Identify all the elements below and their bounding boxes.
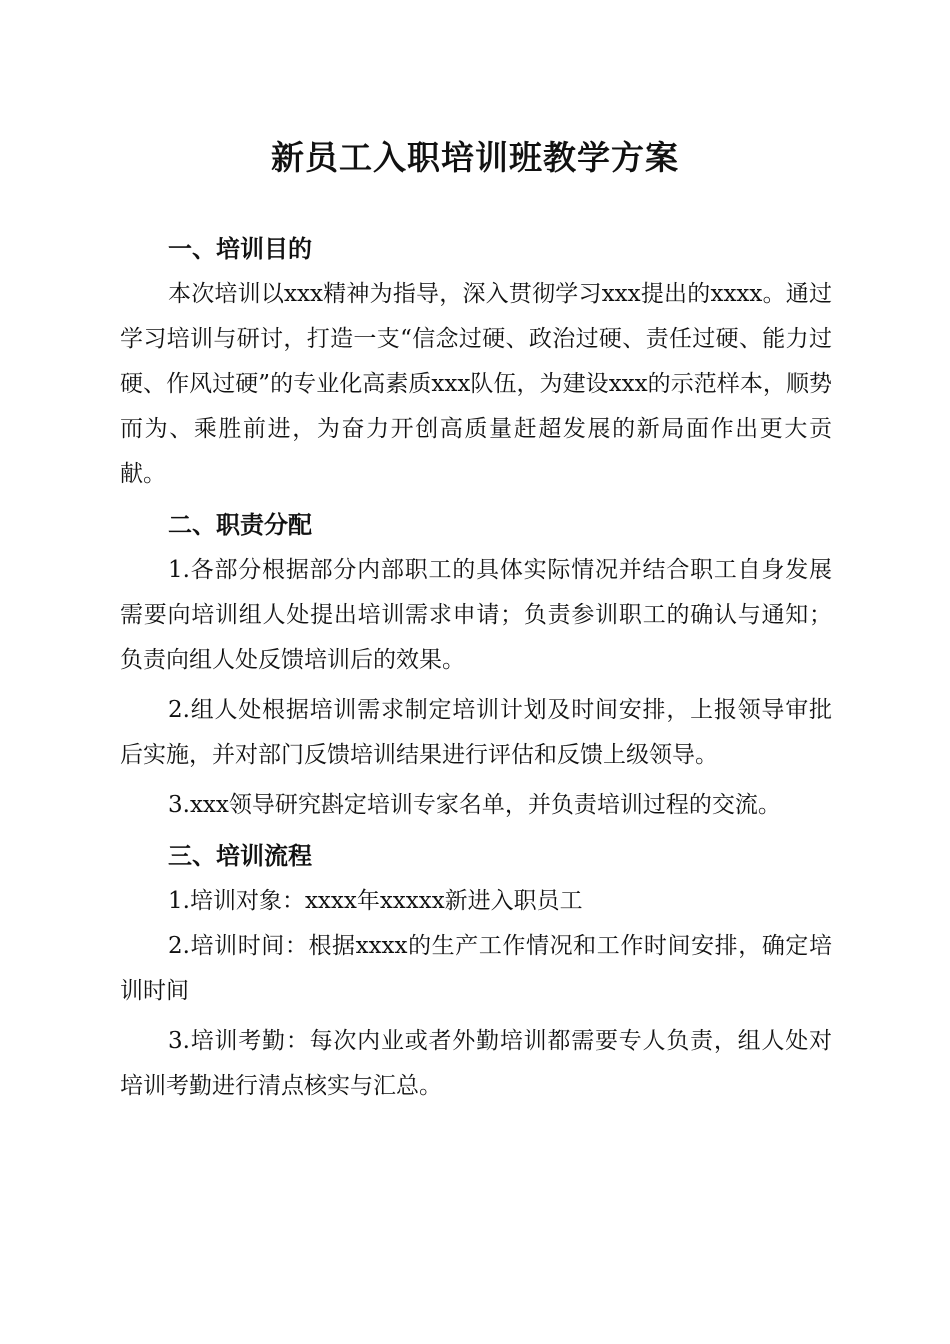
section-heading-purpose: 一、培训目的	[168, 235, 312, 263]
process-item-2: 2.培训时间：根据xxxx的生产工作情况和工作时间安排，确定培训时间	[120, 933, 832, 1004]
section-heading-process: 三、培训流程	[168, 842, 312, 870]
responsibility-item-1: 1.各部分根据部分内部职工的具体实际情况并结合职工自身发展需要向培训组人处提出培训需求申请；负责参训职工的确认与通知；负责向组人处反馈培训后的效果。	[120, 557, 832, 673]
section-purpose-paragraph: 本次培训以xxx精神为指导，深入贯彻学习xxx提出的xxxx。通过学习培训与研讨，打造一支“信念过硬、政治过硬、责任过硬、能力过硬、作风过硬”的专业化高素质xxx队伍，为建设xxx的示范样本，顺势而为、乘胜前进，为奋力开创高质量赶超发展的新局面作出更大贡献。	[120, 281, 832, 487]
section-heading-responsibilities: 二、职责分配	[168, 511, 312, 539]
responsibility-item-2: 2.组人处根据培训需求制定培训计划及时间安排，上报领导审批后实施，并对部门反馈培训结果进行评估和反馈上级领导。	[120, 697, 832, 768]
document-title: 新员工入职培训班教学方案	[271, 138, 679, 177]
process-item-3: 3.培训考勤：每次内业或者外勤培训都需要专人负责，组人处对培训考勤进行清点核实与汇总。	[120, 1028, 832, 1099]
process-item-1: 1.培训对象：xxxx年xxxxx新进入职员工	[168, 888, 583, 914]
responsibility-item-3: 3.xxx领导研究斟定培训专家名单，并负责培训过程的交流。	[168, 792, 781, 818]
document-body	[120, 226, 832, 1109]
